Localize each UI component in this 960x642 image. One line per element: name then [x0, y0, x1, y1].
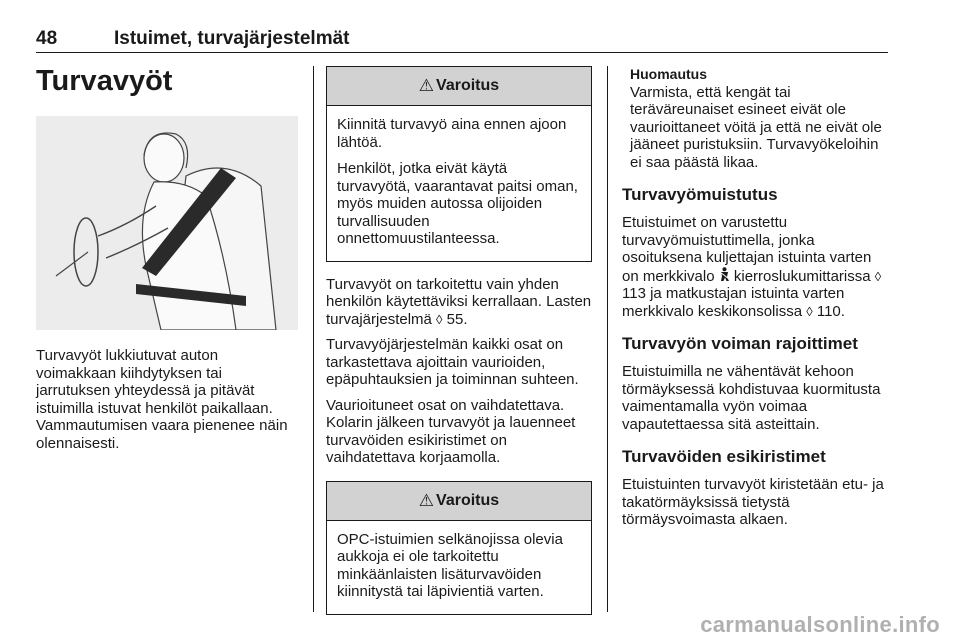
chapter-title: Istuimet, turvajärjestelmät [114, 28, 350, 49]
reference-arrow-icon: ◊ [436, 311, 443, 327]
warning-text: Kiinnitä turvavyö aina ennen ajoon lähtöä. [337, 116, 567, 151]
page-reference[interactable]: 113 ja matkustajan istuinta varten merkkivalo keskikonsolissa [622, 285, 845, 320]
paragraph-text: Turvavyöt on tarkoitettu vain yhden henkilön käytettäviksi kerrallaan. Lasten turvajärjestelmä [326, 275, 592, 328]
body-paragraph: Etuistuimilla ne vähentävät kehoon törmäyksessä kohdistuvaa kuormitusta vaimentamalla vyön voimaa vapautettaessa sitä asteittain. [622, 363, 881, 433]
body-paragraph [326, 276, 592, 329]
header-rule [36, 52, 888, 53]
warning-title: Varoitus [436, 491, 500, 509]
page-header [36, 24, 888, 52]
warning-triangle-icon: ⚠ [418, 76, 435, 96]
column-divider [607, 66, 608, 612]
body-paragraph: Vaurioituneet osat on vaihdatettava. Kolarin jälkeen turvavyöt ja lauenneet turvavöiden esikiristimet on vaihdatettava korjaamolla. [326, 396, 576, 466]
page-number: 48 [36, 28, 58, 49]
watermark: carmanualsonline.info [700, 612, 940, 637]
page-reference[interactable]: 55. [442, 310, 468, 328]
subheading: Turvavyömuistutus [622, 185, 778, 204]
warning-body [327, 106, 591, 261]
body-paragraph: Turvavyöjärjestelmän kaikki osat on tarkastettava ajoittain vaurioiden, epäpuhtauksien ja toiminnan suhteen. [326, 336, 579, 388]
warning-box [326, 481, 592, 615]
subheading: Turvavöiden esikiristimet [622, 447, 826, 466]
warning-triangle-icon: ⚠ [418, 490, 435, 510]
warning-header [327, 482, 591, 521]
note-title: Huomautus [630, 66, 707, 82]
seatbelt-reminder-icon [719, 267, 730, 286]
note-text: Varmista, että kengät tai teräväreunaiset esineet eivät ole vaurioittaneet vöitä ja että ne eivät ole jääneet puristuksiin. Turvavyökeloihin ei saa päästä likaa. [630, 83, 882, 171]
paragraph-text: Etuistuimet on varustettu turvavyömuistuttimella, jonka osoituksena kuljettajan istuinta varten on merkkivalo [622, 214, 872, 285]
body-paragraph: Etuistuinten turvavyöt kiristetään etu- ja takatörmäyksissä tietystä törmäysvoimasta alkaen. [622, 476, 884, 528]
reference-arrow-icon: ◊ [806, 303, 813, 319]
paragraph-text: kierroslukumittarissa [729, 267, 871, 285]
note-box [630, 66, 892, 171]
reference-arrow-icon: ◊ [874, 268, 882, 284]
seatbelt-drawing [36, 116, 298, 330]
person-wearing-seatbelt-illustration [36, 116, 298, 330]
subheading: Turvavyön voiman rajoittimet [622, 334, 858, 353]
warning-header [327, 67, 591, 106]
page-reference[interactable]: 110. [812, 302, 845, 320]
warning-body [327, 521, 591, 614]
warning-text: Henkilöt, jotka eivät käytä turvavyötä, vaarantavat paitsi oman, myös muiden autossa olijoiden turvallisuuden onnettomuustilanteessa. [337, 160, 578, 247]
warning-box [326, 66, 592, 262]
intro-paragraph: Turvavyöt lukkiutuvat auton voimakkaan kiihdytyksen tai jarrutuksen yhteydessä ja pitävät istuimilla istuvat henkilöt paikallaan. Vammautumisen vaara pienenee näin olennaisesti. [36, 347, 288, 452]
warning-text: OPC-istuimien selkänojissa olevia aukkoja ei ole tarkoitettu minkäänlaisten lisäturvavöiden kiinnitystä tai läpivientiä varten. [337, 530, 563, 600]
column-2 [326, 66, 592, 629]
column-3 [622, 66, 892, 537]
column-divider [313, 66, 314, 612]
body-paragraph [622, 214, 892, 320]
section-title: Turvavyöt [36, 65, 173, 97]
column-1 [36, 60, 300, 460]
warning-title: Varoitus [436, 77, 500, 95]
